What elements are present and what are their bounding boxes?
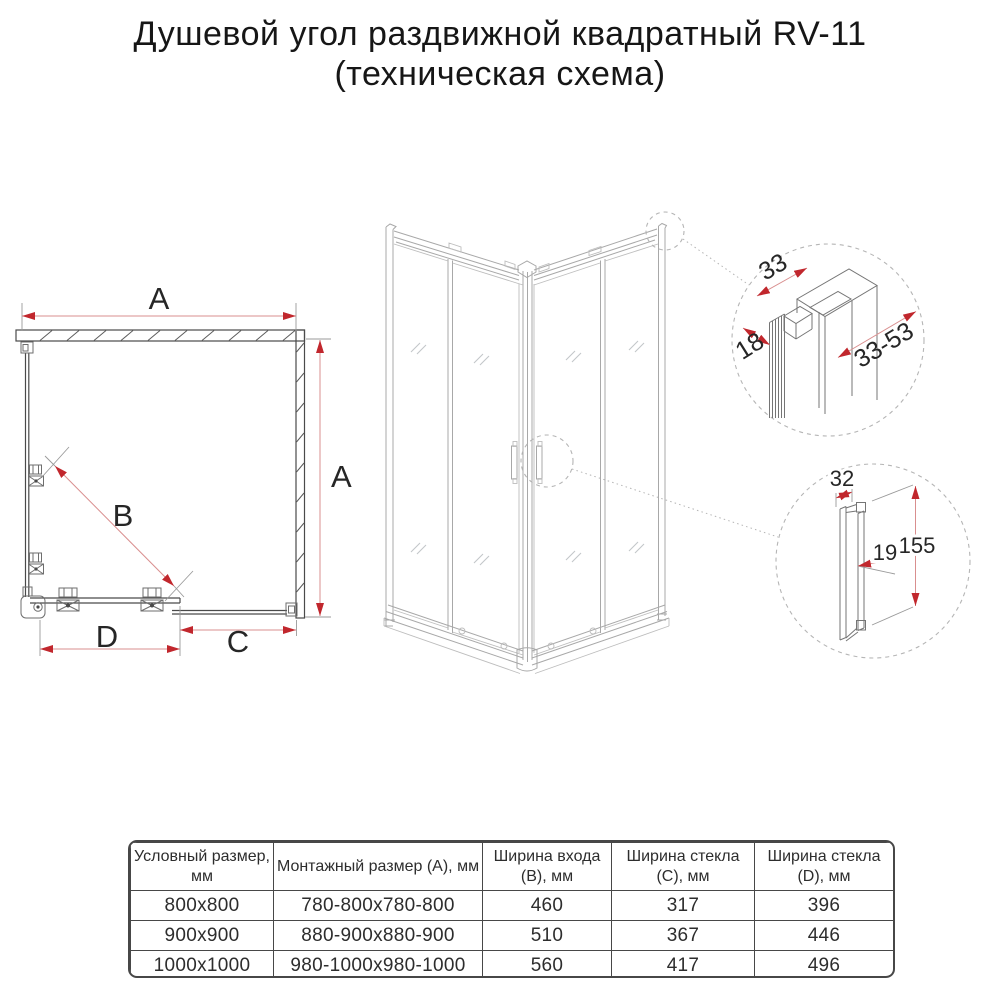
roller-bottom-1 [57,588,79,611]
handle-dim-155: 155 [898,533,936,558]
cell: 367 [612,921,755,951]
door-handles [512,442,543,484]
roller-left-1 [29,465,44,486]
col-header-entry-width: Ширина входа (B), мм [483,843,612,891]
size-table [128,840,895,978]
title-line2: (техническая схема) [334,55,666,93]
table-row [131,921,894,951]
profile-dim-33-53: 33-53 [849,316,919,374]
cell: 317 [612,891,755,921]
table-header-row [131,843,894,891]
plan-dim-d: D [95,619,119,654]
plan-dim-c: C [226,624,250,659]
cell: 417 [612,951,755,979]
cell: 880-900х880-900 [274,921,483,951]
cell: 510 [483,921,612,951]
profile-dim-18: 18 [730,326,769,366]
handle-dim-32: 32 [829,466,855,491]
handle-callout-circle [521,435,573,487]
plan-dim-b: B [112,498,134,533]
handle-dim-19: 19 [872,540,898,565]
table-row [131,891,894,921]
cell: 460 [483,891,612,921]
table-row [131,951,894,979]
cell: 900x900 [131,921,274,951]
cell: 800x800 [131,891,274,921]
cell: 496 [755,951,894,979]
cell: 396 [755,891,894,921]
profile-detail [731,244,924,436]
cell: 1000x1000 [131,951,274,979]
col-header-mounting-size: Монтажный размер (А), мм [274,843,483,891]
cell: 980-1000х980-1000 [274,951,483,979]
cell: 560 [483,951,612,979]
col-header-glass-c-width: Ширина стекла (C), мм [612,843,755,891]
plan-dim-a-top: A [148,281,170,316]
cell: 780-800х780-800 [274,891,483,921]
profile-dim-33: 33 [753,247,793,287]
plan-view [16,281,352,659]
col-header-nominal-size: Условный размер, мм [131,843,274,891]
perspective-view [384,212,778,674]
roller-left-2 [29,553,44,574]
plan-dim-a-right: A [331,459,352,494]
cell: 446 [755,921,894,951]
col-header-glass-d-width: Ширина стекла (D), мм [755,843,894,891]
title-line1: Душевой угол раздвижной квадратный RV-11 [133,15,867,53]
roller-bottom-2 [141,588,163,611]
handle-detail [776,464,970,658]
